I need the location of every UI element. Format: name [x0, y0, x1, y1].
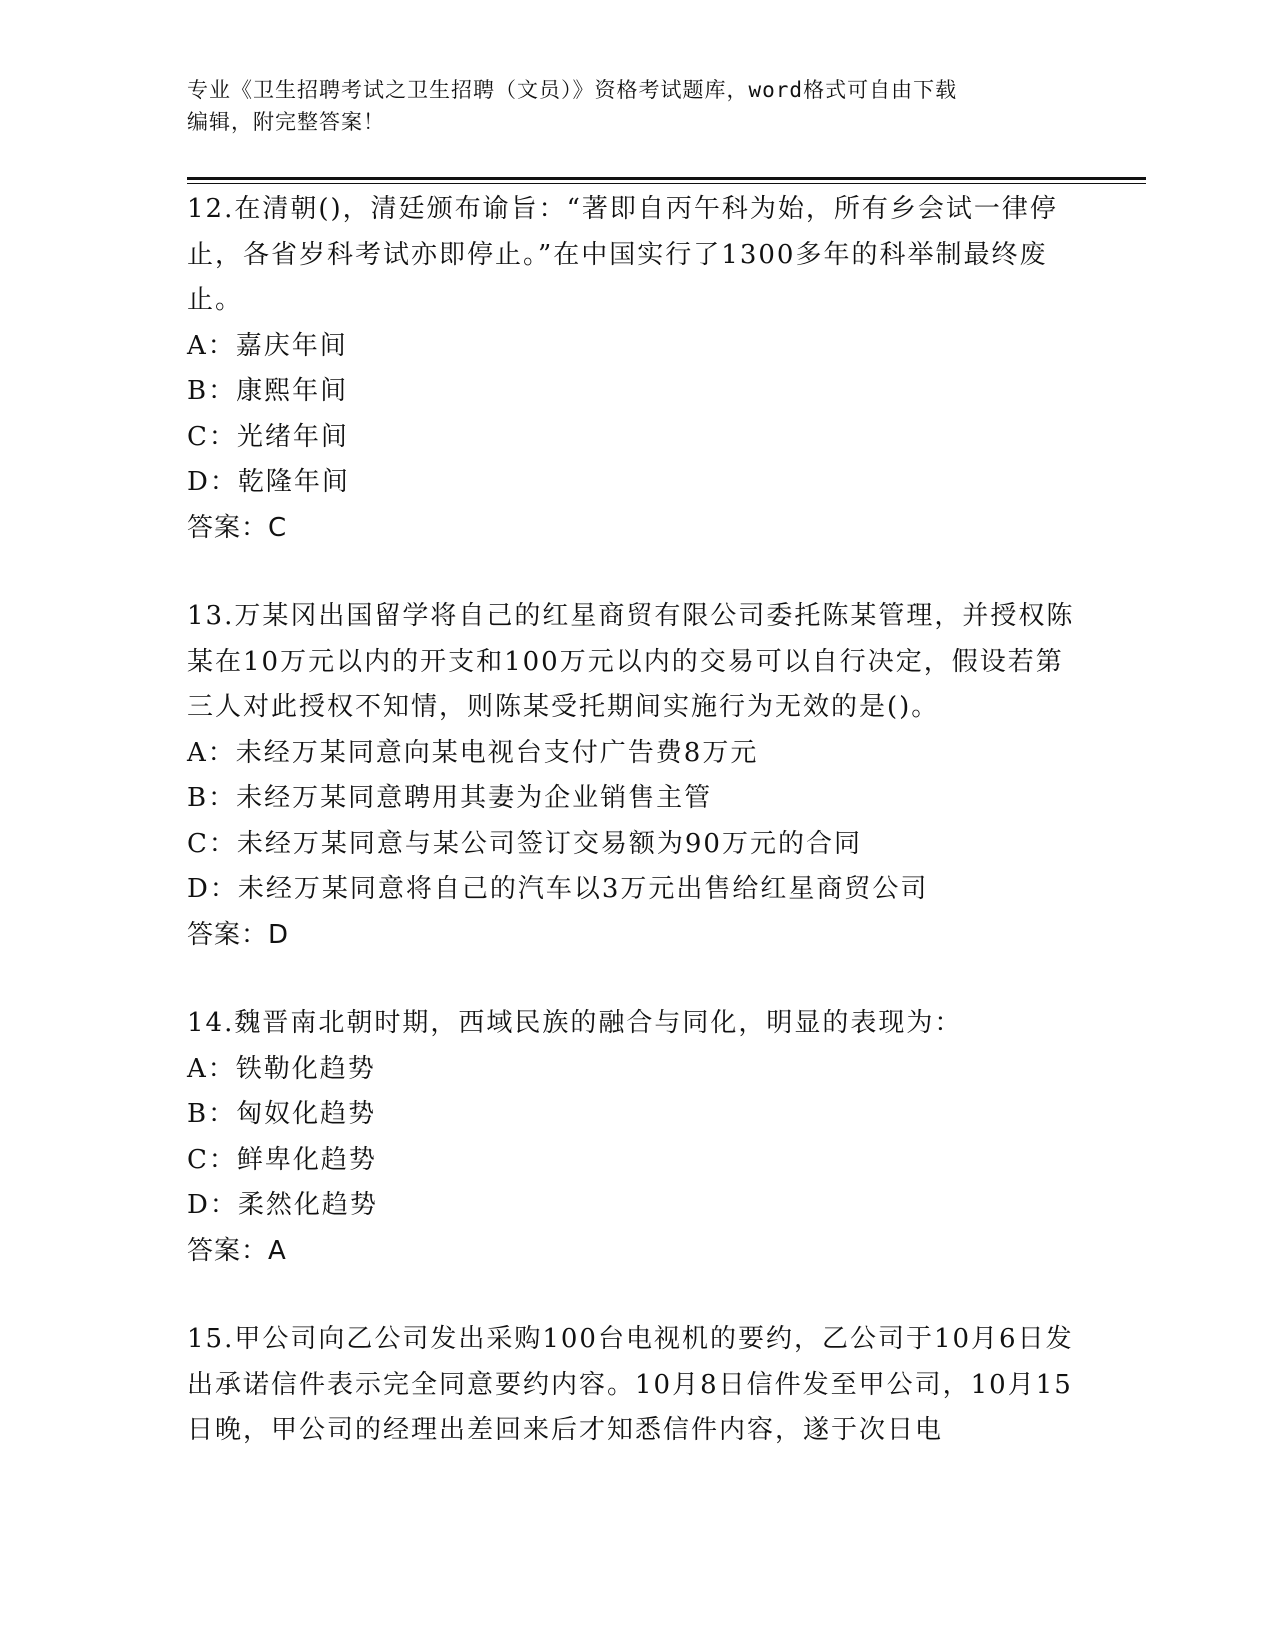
- option-a: A：嘉庆年间: [187, 330, 348, 361]
- question-text: 13.万某冈出国留学将自己的红星商贸有限公司委托陈某管理，并授权陈某在10万元以内的开支和100万元以内的交易可以自行决定，假设若第三人对此授权不知情，则陈某受托期间实施行为无效的是()。: [187, 601, 1075, 722]
- answer-label: 答案：A: [187, 1235, 287, 1266]
- question-text: 14.魏晋南北朝时期，西域民族的融合与同化，明显的表现为：: [187, 1008, 963, 1038]
- option-b: B：匈奴化趋势: [187, 1099, 377, 1129]
- answer-label: 答案：D: [187, 919, 290, 950]
- question-12: [187, 187, 1087, 551]
- document-header: [187, 74, 1087, 138]
- question-13: [187, 594, 1087, 958]
- option-d: D：未经万某同意将自己的汽车以3万元出售给红星商贸公司: [187, 874, 929, 904]
- question-15: [187, 1317, 1087, 1454]
- option-a: A：未经万某同意向某电视台支付广告费8万元: [187, 737, 759, 768]
- question-list: [187, 187, 1087, 1497]
- header-line-1: 专业《卫生招聘考试之卫生招聘（文员）》资格考试题库，word格式可自由下载: [187, 78, 958, 102]
- question-text: 15.甲公司向乙公司发出采购100台电视机的要约，乙公司于10月6日发出承诺信件表示完全同意要约内容。10月8日信件发至甲公司，10月15日晚，甲公司的经理出差回来后才知悉信件内容，遂于次日电: [187, 1324, 1074, 1445]
- option-b: B：未经万某同意聘用其妻为企业销售主管: [187, 783, 713, 813]
- option-c: C：未经万某同意与某公司签订交易额为90万元的合同: [187, 828, 862, 859]
- option-c: C：光绪年间: [187, 421, 349, 452]
- option-d: D：柔然化趋势: [187, 1190, 378, 1220]
- question-14: [187, 1001, 1087, 1274]
- option-a: A：铁勒化趋势: [187, 1053, 376, 1084]
- header-line-2: 编辑，附完整答案！: [187, 110, 385, 134]
- option-c: C：鲜卑化趋势: [187, 1144, 377, 1175]
- question-text: 12.在清朝()，清廷颁布谕旨：“著即自丙午科为始，所有乡会试一律停止，各省岁科考试亦即停止。”在中国实行了1300多年的科举制最终废止。: [187, 194, 1058, 315]
- option-b: B：康熙年间: [187, 376, 349, 406]
- answer-label: 答案：C: [187, 512, 288, 543]
- header-divider-thick: [187, 177, 1146, 180]
- option-d: D：乾隆年间: [187, 467, 350, 497]
- header-divider-thin: [187, 183, 1146, 184]
